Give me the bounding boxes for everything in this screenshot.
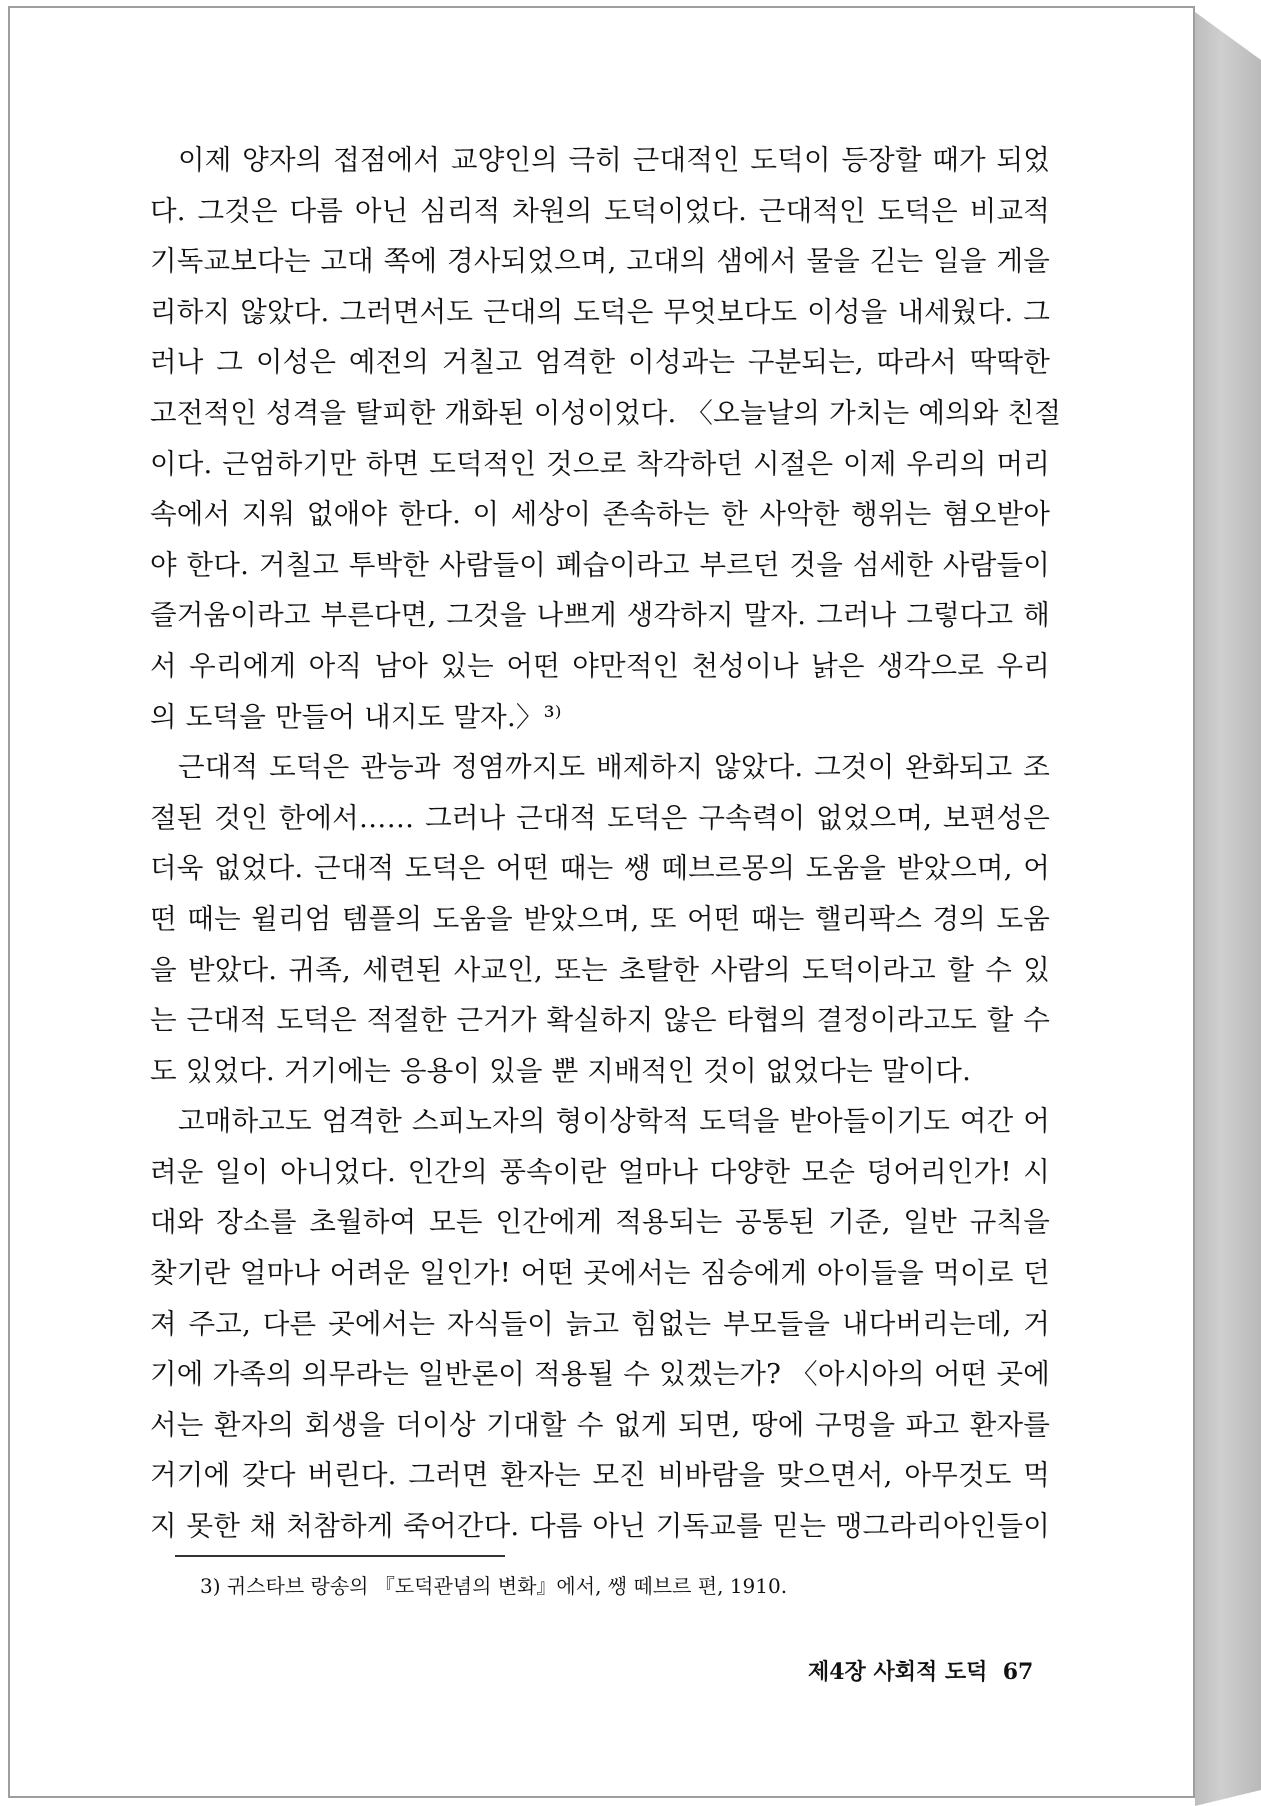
text-line: 다. 그것은 다름 아닌 심리적 차원의 도덕이었다. 근대적인 도덕은 비교적 (150, 194, 1050, 227)
text-line: 지 못한 채 처참하게 죽어간다. 다름 아닌 기독교를 믿는 맹그라리아인들이 (150, 1510, 1050, 1543)
text-line: 서는 환자의 회생을 더이상 기대할 수 없게 되면, 땅에 구멍을 파고 환자를 (150, 1408, 1050, 1441)
footnote-divider (175, 1555, 505, 1557)
text-line: 더욱 없었다. 근대적 도덕은 어떤 때는 쌩 떼브르몽의 도움을 받았으며, 어 (150, 852, 1050, 885)
text-line: 절된 것인 한에서…… 그러나 근대적 도덕은 구속력이 없었으며, 보편성은 (150, 801, 1050, 834)
text-line: 이제 양자의 접점에서 교양인의 극히 근대적인 도덕이 등장할 때가 되었 (178, 144, 1050, 176)
text-line: 기독교보다는 고대 쪽에 경사되었으며, 고대의 샘에서 물을 긷는 일을 게을 (150, 245, 1050, 278)
text-line: 려운 일이 아니었다. 인간의 풍속이란 얼마나 다양한 모순 덩어리인가! 시 (150, 1155, 1050, 1188)
text-line: 근대적 도덕은 관능과 정염까지도 배제하지 않았다. 그것이 완화되고 조 (178, 751, 1050, 784)
page-footer (808, 1655, 1033, 1686)
body-text (150, 135, 1062, 1552)
text-line: 의 도덕을 만들어 내지도 말자.〉³⁾ (150, 700, 562, 733)
text-line: 대와 장소를 초월하여 모든 인간에게 적용되는 공통된 기준, 일반 규칙을 (150, 1206, 1050, 1239)
page-number: 67 (1002, 1659, 1034, 1685)
text-line: 이다. 근엄하기만 하면 도덕적인 것으로 착각하던 시절은 이제 우리의 머리 (150, 447, 1050, 480)
text-line: 고매하고도 엄격한 스피노자의 형이상학적 도덕을 받아들이기도 여간 어 (178, 1105, 1050, 1138)
text-line: 져 주고, 다른 곳에서는 자식들이 늙고 힘없는 부모들을 내다버리는데, 거 (150, 1307, 1050, 1340)
text-line: 고전적인 성격을 탈피한 개화된 이성이었다. 〈오늘날의 가치는 예의와 친절 (150, 396, 1062, 429)
text-line: 는 근대적 도덕은 적절한 근거가 확실하지 않은 타협의 결정이라고도 할 수 (150, 1004, 1050, 1037)
text-line: 떤 때는 윌리엄 템플의 도움을 받았으며, 또 어떤 때는 핼리팍스 경의 도움 (150, 902, 1050, 935)
text-line: 즐거움이라고 부른다면, 그것을 나쁘게 생각하지 말자. 그러나 그렇다고 해 (150, 599, 1050, 632)
text-line: 기에 가족의 의무라는 일반론이 적용될 수 있겠는가? 〈아시아의 어떤 곳에 (150, 1358, 1050, 1391)
text-line: 속에서 지워 없애야 한다. 이 세상이 존속하는 한 사악한 행위는 혐오받아 (150, 498, 1050, 531)
text-line: 야 한다. 거칠고 투박한 사람들이 폐습이라고 부르던 것을 섬세한 사람들이 (150, 548, 1050, 581)
book-page-edge (1195, 0, 1261, 1806)
text-line: 을 받았다. 귀족, 세련된 사교인, 또는 초탈한 사람의 도덕이라고 할 수 있 (150, 953, 1050, 986)
text-line: 거기에 갖다 버린다. 그러면 환자는 모진 비바람을 맞으면서, 아무것도 먹 (150, 1459, 1050, 1492)
text-line: 도 있었다. 거기에는 응용이 있을 뿐 지배적인 것이 없었다는 말이다. (150, 1054, 972, 1087)
footnote: 3) 귀스타브 랑송의 『도덕관념의 변화』에서, 쌩 떼브르 편, 1910. (200, 1574, 788, 1598)
text-line: 찾기란 얼마나 어려운 일인가! 어떤 곳에서는 짐승에게 아이들을 먹이로 던 (150, 1257, 1050, 1290)
text-line: 러나 그 이성은 예전의 거칠고 엄격한 이성과는 구분되는, 따라서 딱딱한 (150, 346, 1050, 379)
text-line: 리하지 않았다. 그러면서도 근대의 도덕은 무엇보다도 이성을 내세웠다. 그 (150, 295, 1050, 328)
chapter-title: 제4장 사회적 도덕 (808, 1659, 988, 1685)
text-line: 서 우리에게 아직 남아 있는 어떤 야만적인 천성이나 낡은 생각으로 우리 (150, 649, 1050, 682)
